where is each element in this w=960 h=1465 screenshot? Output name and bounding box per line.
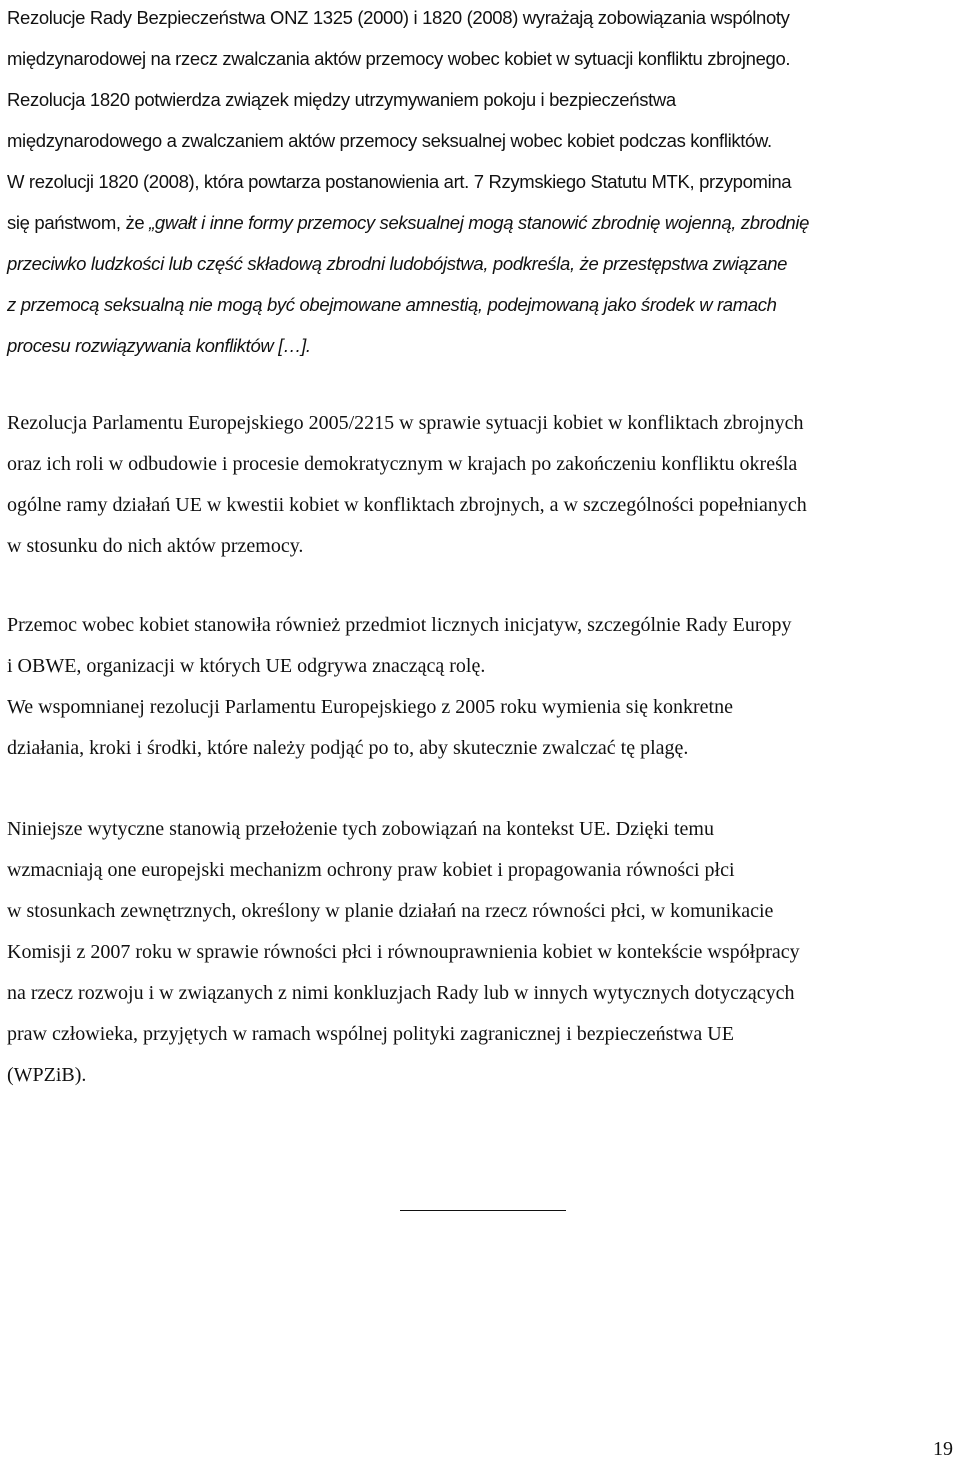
- text-segment: się państwom, że: [7, 212, 150, 233]
- paragraph-guidelines: [7, 809, 953, 1096]
- text-line: działania, kroki i środki, które należy podjąć po to, aby skutecznie zwalczać tę plagę.: [7, 737, 689, 759]
- quote-line: procesu rozwiązywania konfliktów […].: [7, 335, 311, 356]
- text-line: We wspomnianej rezolucji Parlamentu Europejskiego z 2005 roku wymienia się konkretne: [7, 696, 733, 718]
- text-line: Komisji z 2007 roku w sprawie równości płci i równouprawnienia kobiet w kontekście współpracy: [7, 941, 800, 963]
- paragraph-actions: [7, 687, 953, 769]
- text-line: wzmacniają one europejski mechanizm ochrony praw kobiet i propagowania równości płci: [7, 859, 735, 881]
- text-line: Rezolucja 1820 potwierdza związek między utrzymywaniem pokoju i bezpieczeństwa: [7, 89, 676, 110]
- text-line: międzynarodowego a zwalczaniem aktów przemocy seksualnej wobec kobiet podczas konfliktów.: [7, 130, 772, 151]
- text-line: oraz ich roli w odbudowie i procesie demokratycznym w krajach po zakończeniu konfliktu określa: [7, 453, 798, 475]
- text-line: w stosunku do nich aktów przemocy.: [7, 535, 304, 557]
- text-line-with-quote: [7, 202, 953, 243]
- text-line: W rezolucji 1820 (2008), która powtarza postanowienia art. 7 Rzymskiego Statutu MTK, przypomina: [7, 171, 792, 192]
- text-line: Rezolucje Rady Bezpieczeństwa ONZ 1325 (2000) i 1820 (2008) wyrażają zobowiązania wspólnoty: [7, 7, 790, 28]
- page-number: 19: [933, 1438, 953, 1460]
- text-line: Niniejsze wytyczne stanowią przełożenie tych zobowiązań na kontekst UE. Dzięki temu: [7, 818, 714, 840]
- paragraph-ep-resolution: [7, 403, 953, 567]
- paragraph-un-resolutions: [7, 0, 953, 366]
- text-line: Przemoc wobec kobiet stanowiła również przedmiot licznych inicjatyw, szczególnie Rady Europy: [7, 614, 792, 636]
- text-line: na rzecz rozwoju i w związanych z nimi konkluzjach Rady lub w innych wytycznych dotyczących: [7, 982, 795, 1004]
- footnote-separator: [400, 1210, 566, 1211]
- text-line: międzynarodowej na rzecz zwalczania aktów przemocy wobec kobiet w sytuacji konfliktu zbrojnego.: [7, 48, 791, 69]
- quote-line: z przemocą seksualną nie mogą być obejmowane amnestią, podejmowaną jako środek w ramach: [7, 294, 777, 315]
- text-line: praw człowieka, przyjętych w ramach wspólnej polityki zagranicznej i bezpieczeństwa UE: [7, 1023, 734, 1045]
- text-line: ogólne ramy działań UE w kwestii kobiet w konfliktach zbrojnych, a w szczególności popełnianych: [7, 494, 807, 516]
- text-line: i OBWE, organizacji w których UE odgrywa znaczącą rolę.: [7, 655, 486, 677]
- paragraph-initiatives: [7, 605, 953, 687]
- text-line: Rezolucja Parlamentu Europejskiego 2005/2215 w sprawie sytuacji kobiet w konfliktach zbrojnych: [7, 412, 804, 434]
- text-line: (WPZiB).: [7, 1064, 87, 1086]
- quote-line: przeciwko ludzkości lub część składową zbrodni ludobójstwa, podkreśla, że przestępstwa związane: [7, 253, 788, 274]
- quote-segment: „gwałt i inne formy przemocy seksualnej mogą stanowić zbrodnię wojenną, zbrodnię: [149, 212, 810, 233]
- text-line: w stosunkach zewnętrznych, określony w planie działań na rzecz równości płci, w komunikacie: [7, 900, 774, 922]
